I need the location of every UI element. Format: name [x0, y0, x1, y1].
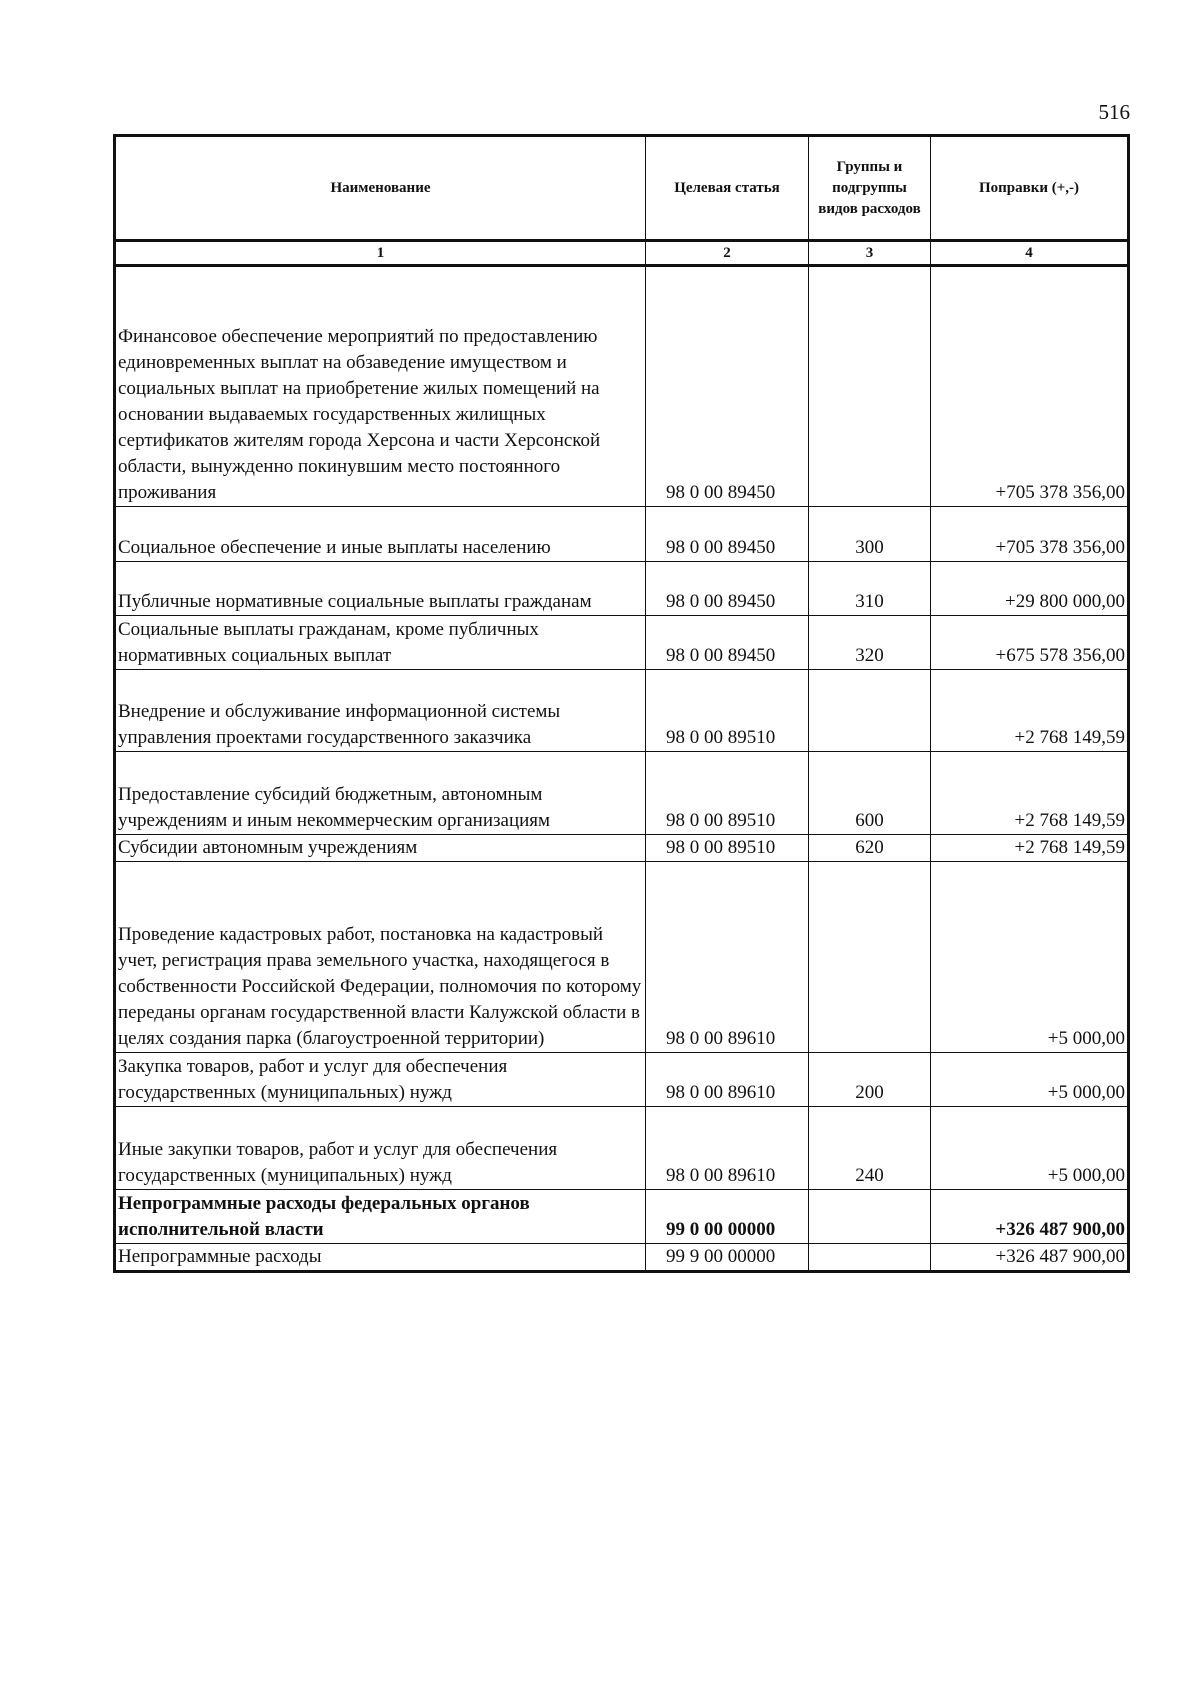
table-row	[115, 1244, 1129, 1272]
row-amount: +5 000,00	[931, 1053, 1129, 1107]
row-amount: +2 768 149,59	[931, 752, 1129, 835]
column-number: 3	[809, 241, 931, 266]
row-target-article: 98 0 00 89450	[646, 507, 809, 562]
row-expense-group: 600	[809, 752, 931, 835]
row-target-article: 98 0 00 89610	[646, 1053, 809, 1107]
row-target-article: 98 0 00 89610	[646, 862, 809, 1053]
row-name: Субсидии автономным учреждениям	[115, 835, 646, 862]
header-target-article: Целевая статья	[646, 136, 809, 241]
header-expense-groups: Группы и подгруппы видов расходов	[809, 136, 931, 241]
row-target-article: 99 0 00 00000	[646, 1190, 809, 1244]
table-row	[115, 862, 1129, 1053]
table-row	[115, 1107, 1129, 1190]
table-row	[115, 562, 1129, 616]
table-header-row	[115, 136, 1129, 241]
row-target-article: 98 0 00 89450	[646, 616, 809, 670]
row-name: Иные закупки товаров, работ и услуг для обеспечения государственных (муниципальных) нужд	[115, 1107, 646, 1190]
row-target-article: 99 9 00 00000	[646, 1244, 809, 1272]
table-row	[115, 616, 1129, 670]
row-name: Финансовое обеспечение мероприятий по предоставлению единовременных выплат на обзаведение имуществом и социальных выплат на приобретение жилых помещений на основании выдаваемых государственных жилищных сертификатов жителям города Херсона и части Херсонской области, вынужденно покинувшим место постоянного проживания	[115, 266, 646, 507]
row-expense-group: 300	[809, 507, 931, 562]
row-expense-group	[809, 1190, 931, 1244]
header-amendments: Поправки (+,-)	[931, 136, 1129, 241]
row-target-article: 98 0 00 89610	[646, 1107, 809, 1190]
column-number: 1	[115, 241, 646, 266]
row-expense-group	[809, 862, 931, 1053]
row-name: Социальные выплаты гражданам, кроме публичных нормативных социальных выплат	[115, 616, 646, 670]
row-amount: +2 768 149,59	[931, 835, 1129, 862]
row-target-article: 98 0 00 89510	[646, 835, 809, 862]
row-target-article: 98 0 00 89450	[646, 562, 809, 616]
column-number-row	[115, 241, 1129, 266]
row-amount: +705 378 356,00	[931, 507, 1129, 562]
row-name: Внедрение и обслуживание информационной системы управления проектами государственного заказчика	[115, 670, 646, 752]
row-amount: +326 487 900,00	[931, 1190, 1129, 1244]
row-expense-group: 200	[809, 1053, 931, 1107]
column-number: 4	[931, 241, 1129, 266]
row-expense-group	[809, 1244, 931, 1272]
row-expense-group: 310	[809, 562, 931, 616]
table-row	[115, 1190, 1129, 1244]
row-amount: +5 000,00	[931, 862, 1129, 1053]
column-number: 2	[646, 241, 809, 266]
row-name: Проведение кадастровых работ, постановка на кадастровый учет, регистрация права земельного участка, находящегося в собственности Российской Федерации, полномочия по которому переданы органам государственной власти Калужской области в целях создания парка (благоустроенной территории)	[115, 862, 646, 1053]
row-name: Предоставление субсидий бюджетным, автономным учреждениям и иным некоммерческим организациям	[115, 752, 646, 835]
row-amount: +5 000,00	[931, 1107, 1129, 1190]
row-name: Непрограммные расходы	[115, 1244, 646, 1272]
row-target-article: 98 0 00 89450	[646, 266, 809, 507]
header-name: Наименование	[115, 136, 646, 241]
table-row	[115, 752, 1129, 835]
row-amount: +29 800 000,00	[931, 562, 1129, 616]
table-row	[115, 1053, 1129, 1107]
budget-amendments-table	[113, 134, 1130, 1273]
table-row	[115, 835, 1129, 862]
row-amount: +675 578 356,00	[931, 616, 1129, 670]
row-name: Непрограммные расходы федеральных органов исполнительной власти	[115, 1190, 646, 1244]
page-number: 516	[1098, 100, 1130, 124]
row-amount: +326 487 900,00	[931, 1244, 1129, 1272]
row-amount: +705 378 356,00	[931, 266, 1129, 507]
row-target-article: 98 0 00 89510	[646, 752, 809, 835]
row-name: Социальное обеспечение и иные выплаты населению	[115, 507, 646, 562]
row-expense-group	[809, 266, 931, 507]
table-row	[115, 670, 1129, 752]
table-row	[115, 266, 1129, 507]
table-row	[115, 507, 1129, 562]
row-name: Закупка товаров, работ и услуг для обеспечения государственных (муниципальных) нужд	[115, 1053, 646, 1107]
row-expense-group: 320	[809, 616, 931, 670]
row-expense-group: 240	[809, 1107, 931, 1190]
row-expense-group	[809, 670, 931, 752]
row-expense-group: 620	[809, 835, 931, 862]
row-name: Публичные нормативные социальные выплаты гражданам	[115, 562, 646, 616]
row-amount: +2 768 149,59	[931, 670, 1129, 752]
row-target-article: 98 0 00 89510	[646, 670, 809, 752]
